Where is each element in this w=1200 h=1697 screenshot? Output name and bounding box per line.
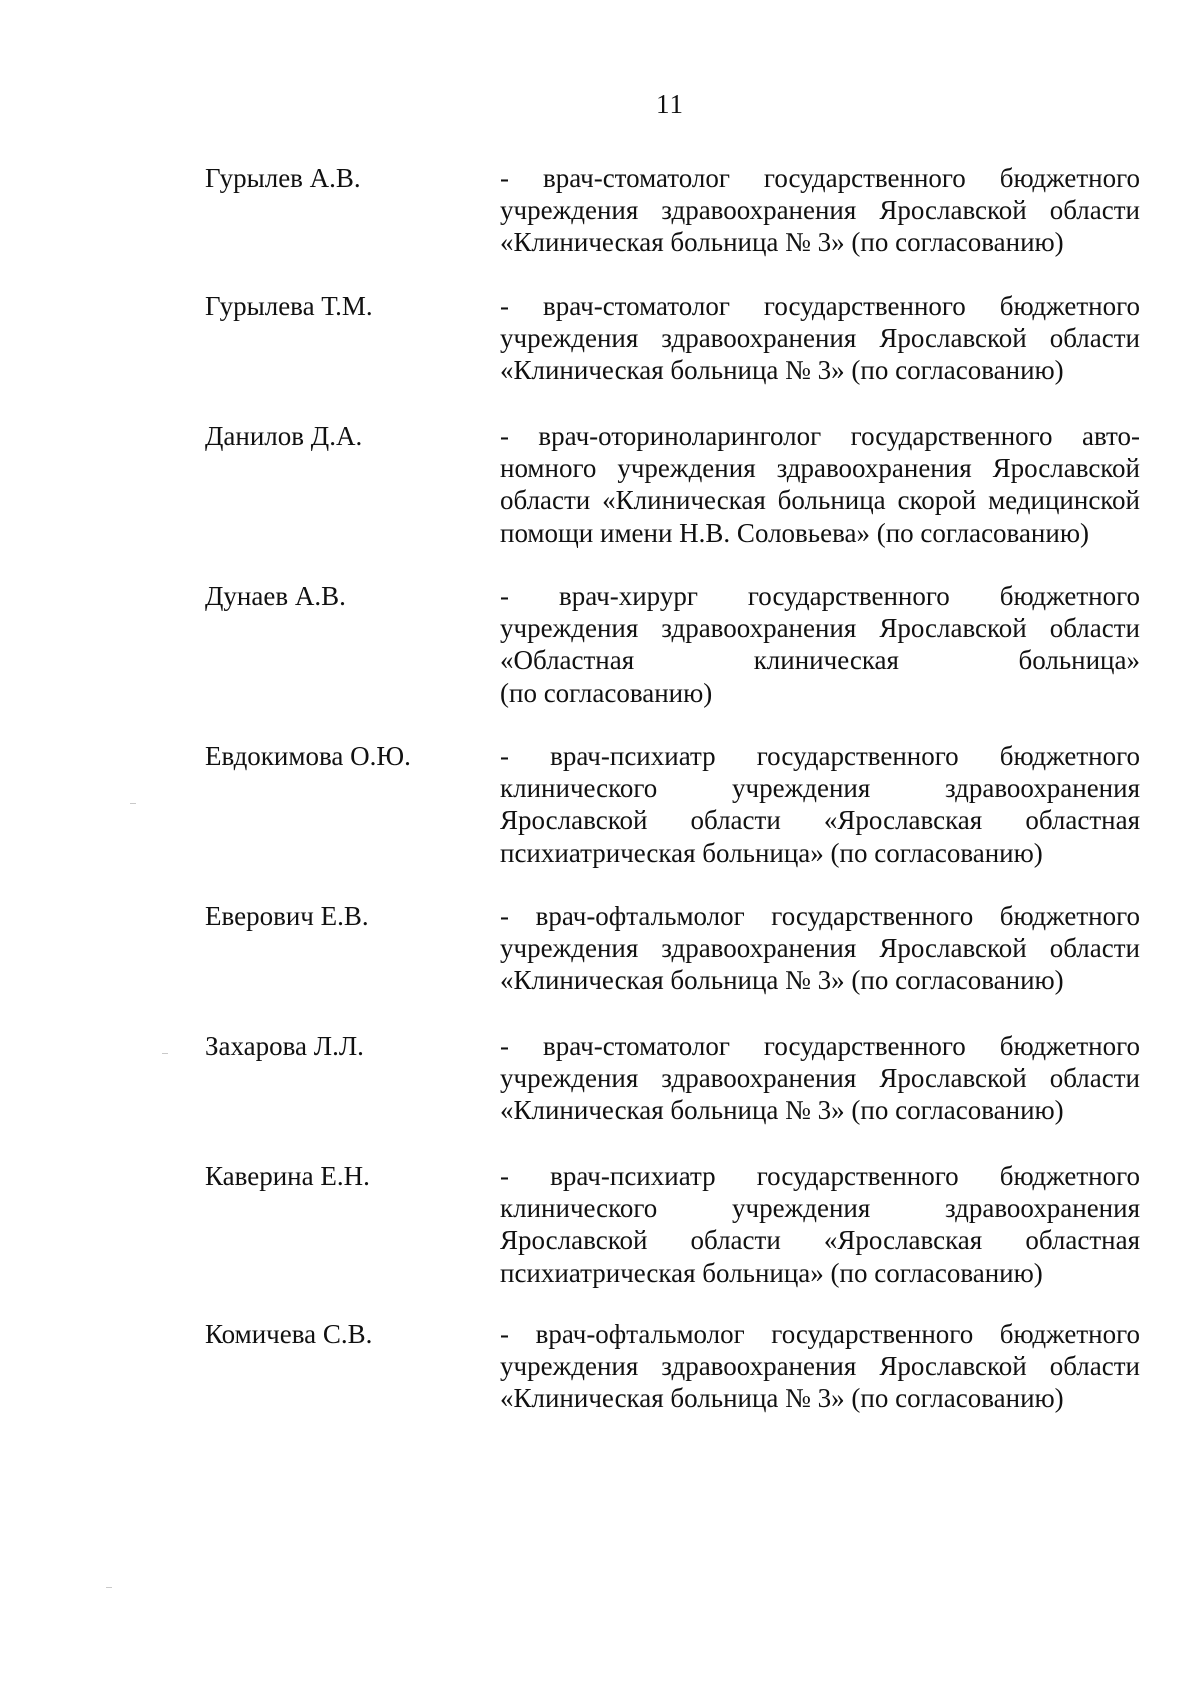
position-line: учреждения здравоохранения Ярославской области <box>500 323 1140 354</box>
position-line: (по согласованию) <box>500 677 713 708</box>
member-name: Данилов Д.А. <box>205 421 363 451</box>
member-name: Дунаев А.В. <box>205 581 346 611</box>
position-line: помощи имени Н.В. Соловьева» (по согласованию) <box>500 517 1089 548</box>
member-position <box>500 900 1140 997</box>
member-name: Евдокимова О.Ю. <box>205 741 411 771</box>
position-line: - врач-психиатр государственного бюджетного <box>500 1161 1140 1191</box>
position-line: - врач-стоматолог государственного бюджетного <box>500 163 1140 193</box>
member-name: Гурылева Т.М. <box>205 291 373 321</box>
position-line: «Клиническая больница № 3» (по согласованию) <box>500 355 1064 386</box>
position-line: Ярославской области «Ярославская областная <box>500 1225 1140 1256</box>
member-name: Еверович Е.В. <box>205 901 369 931</box>
position-line: «Областная клиническая больница» <box>500 645 1140 676</box>
position-line: учреждения здравоохранения Ярославской области <box>500 613 1140 644</box>
scan-speck <box>162 1053 168 1054</box>
position-line: учреждения здравоохранения Ярославской области <box>500 1351 1140 1382</box>
position-line: - врач-стоматолог государственного бюджетного <box>500 1031 1140 1061</box>
position-line: психиатрическая больница» (по согласованию) <box>500 837 1043 868</box>
position-line: - врач-офтальмолог государственного бюджетного <box>500 901 1140 931</box>
member-position <box>500 420 1140 549</box>
position-line: «Клиническая больница № 3» (по согласованию) <box>500 1095 1064 1126</box>
position-line: учреждения здравоохранения Ярославской области <box>500 1063 1140 1094</box>
member-position <box>500 1160 1140 1289</box>
member-name: Каверина Е.Н. <box>205 1161 370 1191</box>
position-line: учреждения здравоохранения Ярославской области <box>500 195 1140 226</box>
position-line: номного учреждения здравоохранения Ярославской <box>500 453 1140 484</box>
scan-speck <box>130 803 136 804</box>
position-line: - врач-стоматолог государственного бюджетного <box>500 291 1140 321</box>
member-name: Комичева С.В. <box>205 1319 373 1349</box>
position-line: - врач-хирург государственного бюджетного <box>500 581 1140 611</box>
member-position <box>500 1030 1140 1127</box>
member-position <box>500 162 1140 259</box>
member-name: Захарова Л.Л. <box>205 1031 364 1061</box>
scan-speck <box>106 1587 112 1588</box>
page-number: 11 <box>656 89 684 119</box>
position-line: клинического учреждения здравоохранения <box>500 773 1140 804</box>
position-line: - врач-офтальмолог государственного бюджетного <box>500 1319 1140 1349</box>
member-position <box>500 740 1140 869</box>
member-name: Гурылев А.В. <box>205 163 361 193</box>
position-line: «Клиническая больница № 3» (по согласованию) <box>500 227 1064 258</box>
position-line: Ярославской области «Ярославская областная <box>500 805 1140 836</box>
member-position <box>500 290 1140 387</box>
member-position <box>500 1318 1140 1415</box>
position-line: «Клиническая больница № 3» (по согласованию) <box>500 965 1064 996</box>
position-line: - врач-психиатр государственного бюджетного <box>500 741 1140 771</box>
member-position <box>500 580 1140 709</box>
position-line: «Клиническая больница № 3» (по согласованию) <box>500 1383 1064 1414</box>
position-line: учреждения здравоохранения Ярославской области <box>500 933 1140 964</box>
position-line: области «Клиническая больница скорой медицинской <box>500 485 1140 516</box>
position-line: - врач-оториноларинголог государственного авто- <box>500 421 1140 451</box>
position-line: психиатрическая больница» (по согласованию) <box>500 1257 1043 1288</box>
position-line: клинического учреждения здравоохранения <box>500 1193 1140 1224</box>
